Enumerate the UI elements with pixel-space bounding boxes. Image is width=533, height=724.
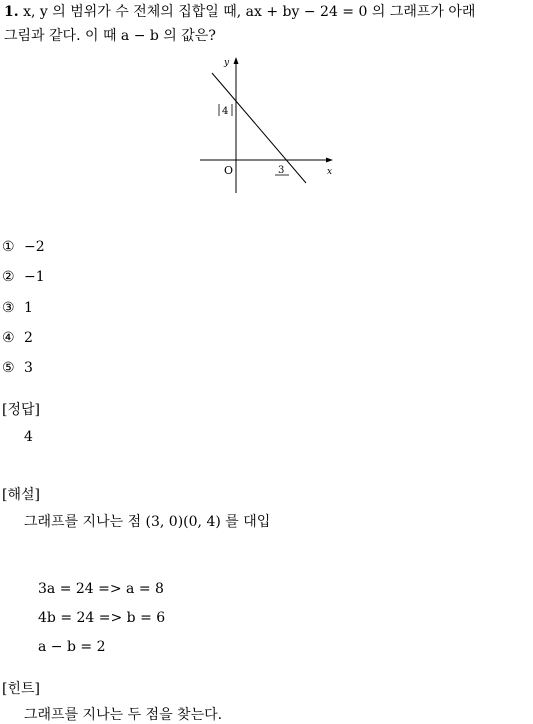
hint-text: 그래프를 지나는 두 점을 찾는다. bbox=[24, 707, 223, 723]
x-axis-arrow bbox=[326, 158, 333, 163]
answer-value: 4 bbox=[24, 429, 33, 445]
choice-2-text: −1 bbox=[24, 269, 45, 285]
choice-1-mark: ① bbox=[2, 239, 15, 255]
y-axis-label: y bbox=[224, 58, 230, 68]
question-number: 1. bbox=[4, 4, 19, 20]
y-intercept-label: 4 bbox=[222, 106, 229, 117]
choice-3-text: 1 bbox=[24, 300, 33, 316]
explanation-step-1: 3a = 24 => a = 8 bbox=[38, 581, 164, 597]
x-intercept-label: 3 bbox=[278, 165, 285, 176]
choice-5-text: 3 bbox=[24, 360, 33, 376]
origin-label: O bbox=[224, 164, 234, 177]
explanation-step-3: a − b = 2 bbox=[38, 639, 106, 655]
choice-3[interactable] bbox=[2, 299, 33, 317]
choice-1[interactable] bbox=[2, 238, 45, 256]
choice-5-mark: ⑤ bbox=[2, 360, 15, 376]
choice-4-mark: ④ bbox=[2, 330, 15, 346]
question-text-1: x, y 의 범위가 수 전체의 집합일 때, ax + by − 24 = 0 의 그래프가 아래 bbox=[23, 4, 476, 20]
y-axis-arrow bbox=[234, 57, 239, 64]
choice-2-mark: ② bbox=[2, 269, 15, 285]
answer-heading: [정답] bbox=[2, 402, 40, 418]
line-graph bbox=[197, 52, 337, 196]
x-axis-label: x bbox=[327, 167, 333, 177]
explanation-text: 그래프를 지나는 점 (3, 0)(0, 4) 를 대입 bbox=[24, 514, 271, 530]
question-line-1 bbox=[4, 3, 475, 21]
choice-4-text: 2 bbox=[24, 330, 33, 346]
explanation-step-2: 4b = 24 => b = 6 bbox=[38, 610, 166, 626]
choice-5[interactable] bbox=[2, 359, 33, 377]
question-text-2: 그림과 같다. 이 때 a − b 의 값은? bbox=[4, 28, 216, 44]
hint-heading: [힌트] bbox=[2, 681, 40, 697]
choice-4[interactable] bbox=[2, 329, 33, 347]
choice-3-mark: ③ bbox=[2, 300, 15, 316]
choice-1-text: −2 bbox=[24, 239, 45, 255]
choice-2[interactable] bbox=[2, 268, 45, 286]
explanation-heading: [해설] bbox=[2, 487, 40, 503]
